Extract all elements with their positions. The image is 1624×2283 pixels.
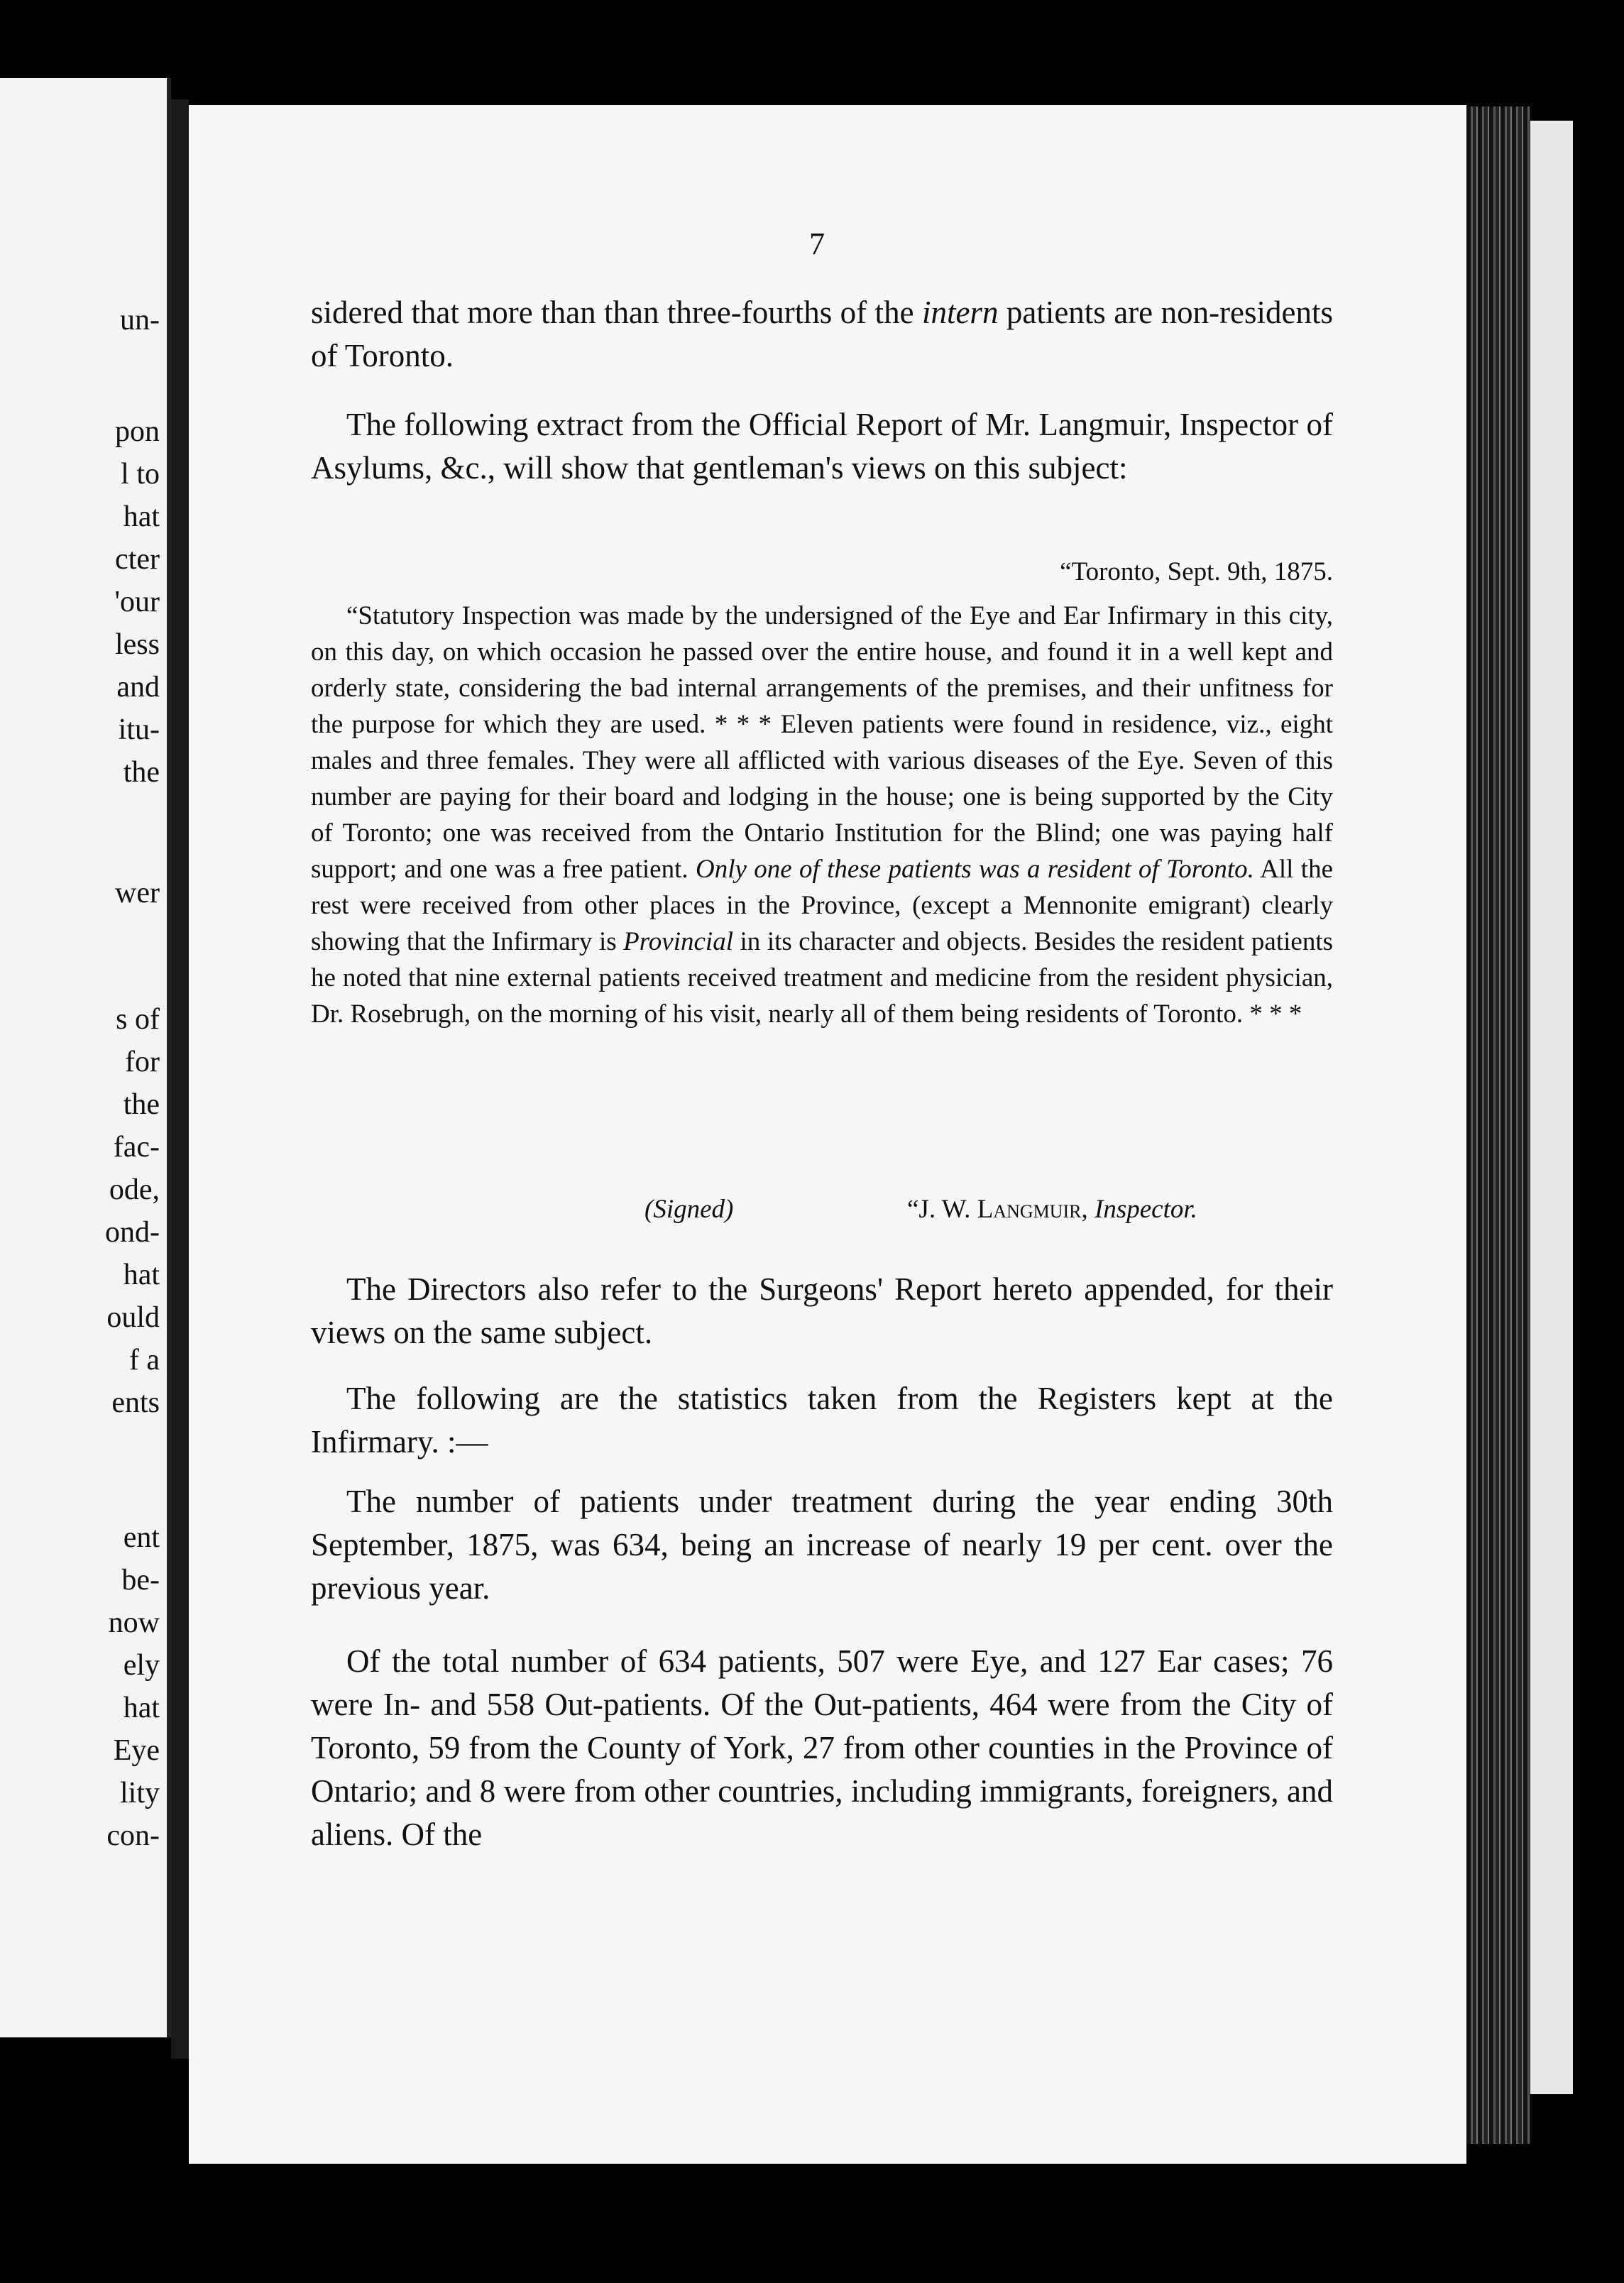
quoted-report: “Statutory Inspection was made by the undersigned of the Eye and Ear Infirmary in this city, on this day, on which occasion he passed over the entire house, and found it in a well kept and orderly state, considering the bad internal arrangements of the premises, and their unfitness for the purpose for which they are used. * * * Eleven patients were found in residence, viz., eight males and three females. They were all afflicted with various diseases of the Eye. Seven of this number are paying for their board and lodging in the house; one is being supported by the City of Toronto; one was received from the Ontario Institution for the Blind; one was paying half support; and one was a free patient. Only one of these patients was a resident of Toronto. All the rest were received from other places in the Province, (except a Mennonite emigrant) clearly showing that the Infirmary is Provincial in its character and objects. Besides the resident patients he noted that nine external patients received treatment and medicine from the resident physician, Dr. Rosebrugh, on the morning of his visit, nearly all of them being residents of Toronto. * * *: [311, 601, 1333, 1029]
left-page-line: ould: [106, 1301, 160, 1334]
paragraph-directors: The Directors also refer to the Surgeons' Report hereto appended, for their views on the same subject.: [311, 1271, 1333, 1350]
left-page-line: 'our: [114, 586, 160, 618]
left-page-line: Eye: [113, 1734, 160, 1767]
right-page-strip: [1530, 121, 1573, 2094]
left-page-line: for: [125, 1046, 160, 1078]
left-page-line: hat: [123, 500, 160, 533]
left-page-line: ents: [111, 1386, 160, 1419]
left-page-fragment: [0, 78, 171, 2037]
left-page-line: un-: [120, 304, 160, 336]
left-page-line: less: [115, 628, 160, 661]
signatory: “J. W. Langmuir, Inspector.: [907, 1195, 1197, 1224]
left-page-line: hat: [123, 1692, 160, 1724]
report-signature: [311, 1191, 1333, 1227]
book-gutter: [171, 99, 189, 2059]
left-page-line: lity: [119, 1777, 160, 1810]
left-page-line: ely: [123, 1649, 160, 1682]
page-number: 7: [809, 226, 825, 261]
paragraph-patient-breakdown: Of the total number of 634 patients, 507 were Eye, and 127 Ear cases; 76 were In- and 558 Out-patients. Of the Out-patients, 464 were from the City of Toronto, 59 from the County of York, 27 from other counties in the Province of Ontario; and 8 were from other countries, including immigrants, foreigners, and aliens. Of the: [311, 1643, 1333, 1852]
paragraph-statistics-intro: The following are the statistics taken from the Registers kept at the Infirmary. :—: [311, 1381, 1333, 1460]
quote-dateline: “Toronto, Sept. 9th, 1875.: [1060, 557, 1333, 586]
page-edge-stack: [1466, 106, 1530, 2144]
paragraph-patient-count: The number of patients under treatment during the year ending 30th September, 1875, was 634, being an increase of nearly 19 per cent. over the previous year.: [311, 1484, 1333, 1606]
left-page-line: ode,: [109, 1173, 160, 1206]
left-page-line: the: [123, 1088, 160, 1121]
left-page-line: f a: [128, 1344, 160, 1376]
left-page-line: con-: [106, 1819, 160, 1852]
left-page-line: wer: [115, 877, 160, 909]
left-page-line: ent: [123, 1521, 160, 1554]
left-page-line: and: [116, 671, 160, 703]
left-page-line: the: [123, 756, 160, 789]
left-page-line: pon: [115, 415, 160, 448]
left-page-line: s of: [116, 1003, 160, 1036]
left-page-line: hat: [123, 1259, 160, 1291]
left-page-line: be-: [121, 1564, 160, 1597]
paragraph-continuation: sidered that more than than three-fourths of the intern patients are non-residents of Toronto.: [311, 295, 1334, 373]
left-page-line: itu-: [118, 713, 160, 746]
left-page-line: cter: [115, 543, 160, 576]
left-page-line: l to: [121, 458, 160, 491]
left-page-line: now: [108, 1606, 160, 1639]
left-page-line: fac-: [113, 1131, 160, 1164]
paragraph-extract-intro: The following extract from the Official Report of Mr. Langmuir, Inspector of Asylums, &c., will show that gentleman's views on this subject:: [311, 407, 1333, 486]
left-page-line: ond-: [105, 1216, 160, 1249]
signed-label: (Signed): [644, 1195, 734, 1224]
